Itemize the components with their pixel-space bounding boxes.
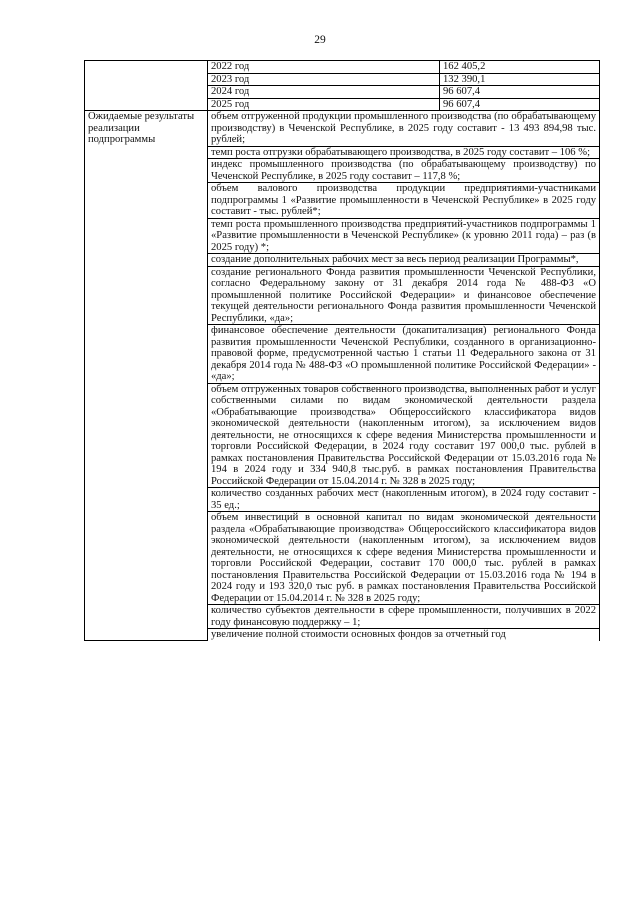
funding-left-cell [85,61,208,111]
funding-row [85,61,600,74]
result-item: объем инвестиций в основной капитал по видам экономической деятельности раздела «Обрабатывающие производства» Общероссийского классификатора видов экономической деятельности (накопленным итогом), за исключением видов деятельности, не относящихся к сфере ведения Министерства промышленности и торговли Российской Федерации, составит 170 000,0 тыс. рублей в рамках постановления Правительства Российской Федерации от 15.03.2016 года № 194 в 2024 году и 193 320,0 тыс руб. в рамках постановления Правительства Российской Федерации от 15.04.2014 г. № 328 в 2025 году; [208,512,600,605]
funding-value: 162 405,2 [440,61,600,74]
result-item: темп роста промышленного производства предприятий-участников подпрограммы 1 «Развитие промышленности в Чеченской Республике» (к уровню 2011 года) – раз (в 2025 году) *; [208,218,600,254]
funding-year: 2024 год [208,86,440,99]
result-item: темп роста отгрузки обрабатывающего производства, в 2025 году составит – 106 %; [208,146,600,159]
result-item: объем отгруженной продукции промышленного производства (по обрабатывающему производству) в Чеченской Республике, в 2025 году составит - 13 493 894,98 тыс. рублей; [208,111,600,147]
funding-year: 2023 год [208,73,440,86]
result-item: количество созданных рабочих мест (накопленным итогом), в 2024 году составит - 35 ед.; [208,488,600,512]
result-item: объем отгруженных товаров собственного производства, выполненных работ и услуг собственными силами по видам экономической деятельности раздела «Обрабатывающие производства» Общероссийского классификатора видов экономической деятельности (накопленным итогом), за исключением видов деятельности, не относящихся к сфере ведения Министерства промышленности и торговли Российской Федерации, в 2024 году составит 197 000,0 тыс. рублей в рамках постановления Правительства Российской Федерации от 15.03.2016 года № 194 в 2024 году и 334 940,8 тыс.руб. в рамках постановления Правительства Российской Федерации от 15.04.2014 г. № 328 в 2025 году; [208,383,600,488]
result-item: индекс промышленного производства (по обрабатывающему производству) по Чеченской Республике, в 2025 году составит – 117,8 %; [208,159,600,183]
result-item: увеличение полной стоимости основных фондов за отчетный год [208,629,600,641]
funding-year: 2022 год [208,61,440,74]
result-item: создание дополнительных рабочих мест за весь период реализации Программы*, [208,254,600,267]
result-row [85,111,600,147]
result-item: количество субъектов деятельности в сфере промышленности, получивших в 2022 году финансовую поддержку – 1; [208,605,600,629]
passport-table [84,60,600,641]
result-item: объем валового производства продукции предприятиями-участниками подпрограммы 1 «Развитие промышленности в Чеченской Республике» в 2025 году составит - тыс. рублей*; [208,183,600,219]
result-item: финансовое обеспечение деятельности (докапитализация) регионального Фонда развития промышленности Чеченской Республики, созданного в организационно-правовой форме, предусмотренной частью 1 статьи 11 Федерального закона от 31 декабря 2014 года № 488-ФЗ «О промышленной политике Российской Федерации» - «да»; [208,325,600,384]
results-label: Ожидаемые результаты реализации подпрограммы [85,111,208,641]
funding-value: 132 390,1 [440,73,600,86]
funding-value: 96 607,4 [440,98,600,111]
funding-value: 96 607,4 [440,86,600,99]
page-number: 29 [314,34,326,46]
result-item: создание регионального Фонда развития промышленности Чеченской Республики, согласно Федеральному закону от 31 декабря 2014 года № 488-ФЗ «О промышленной политике Российской Федерации» и финансовое обеспечение текущей деятельности регионального Фонда развития промышленности Чеченской Республики, «да»; [208,266,600,325]
funding-year: 2025 год [208,98,440,111]
